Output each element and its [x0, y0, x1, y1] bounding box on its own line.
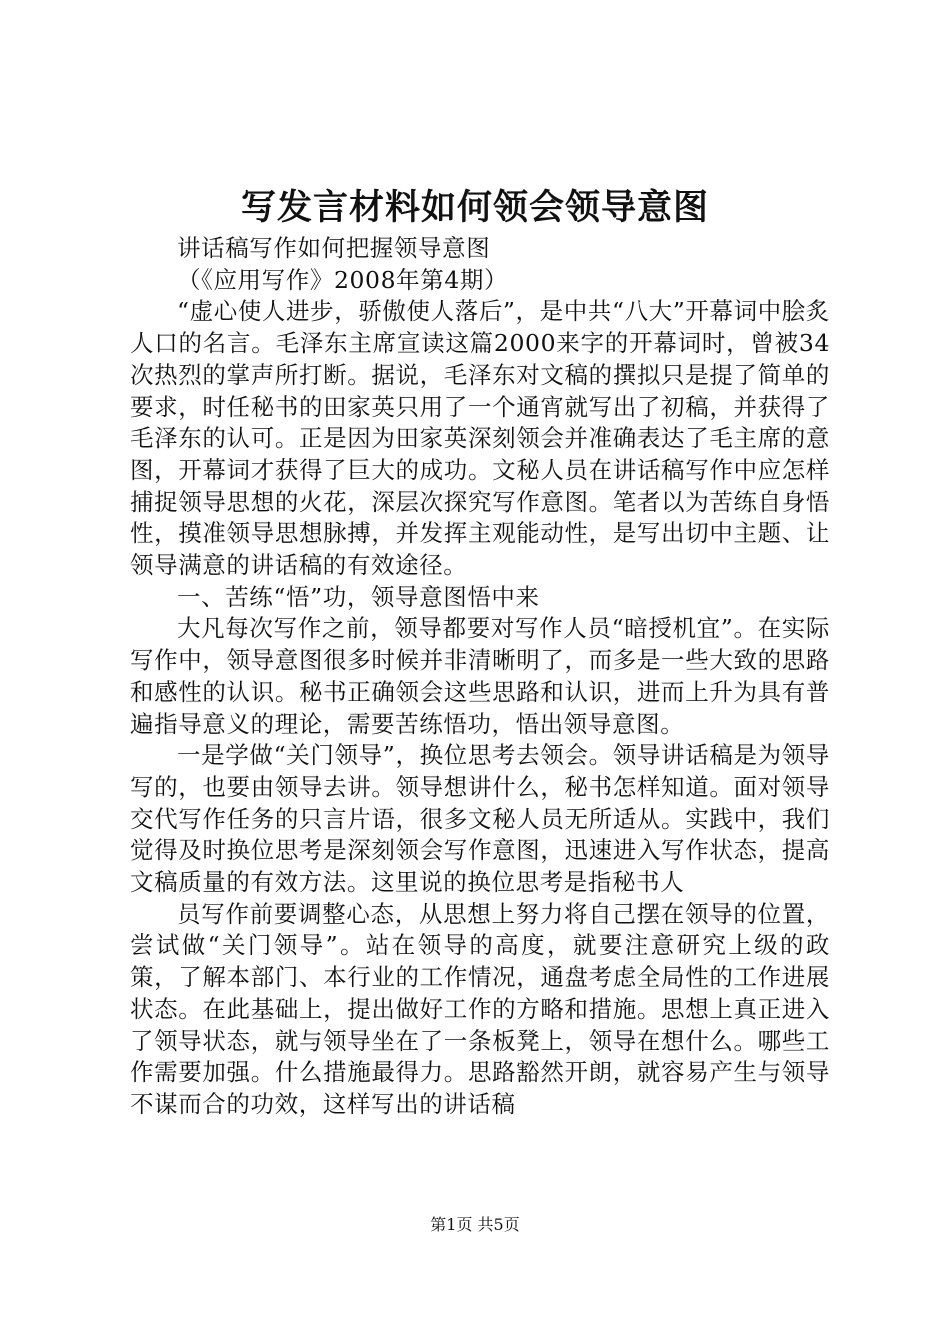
paragraph-source: （《应用写作》2008年第4期） — [177, 265, 509, 294]
document-body — [130, 233, 830, 1121]
paragraph-point-1: 一是学做“关门领导”，换位思考去领会。领导讲话稿是为领导写的，也要由领导去讲。领导想讲什么，秘书怎样知道。面对领导交代写作任务的只言片语，很多文秘人员无所适从。实践中，我们觉得及时换位思考是深刻领会写作意图，迅速进入写作状态，提高文稿质量的有效方法。这里说的换位思考是指秘书人 — [130, 741, 830, 897]
document-title: 写发言材料如何领会领导意图 — [240, 187, 709, 228]
paragraph-intro: “虚心使人进步，骄傲使人落后”，是中共“八大”开幕词中脍炙人口的名言。毛泽东主席宣读这篇2000来字的开幕词时，曾被34次热烈的掌声所打断。据说，毛泽东对文稿的撰拟只是提了简单的要求，时任秘书的田家英只用了一个通宵就写出了初稿，并获得了毛泽东的认可。正是因为田家英深刻领会并准确表达了毛主席的意图，开幕词才获得了巨大的成功。文秘人员在讲话稿写作中应怎样捕捉领导思想的火花，深层次探究写作意图。笔者以为苦练自身悟性，摸准领导思想脉搏，并发挥主观能动性，是写出切中主题、让领导满意的讲话稿的有效途径。 — [130, 297, 830, 580]
paragraph-point-1-continued: 员写作前要调整心态，从思想上努力将自己摆在领导的位置，尝试做“关门领导”。站在领导的高度，就要注意研究上级的政策，了解本部门、本行业的工作情况，通盘考虑全局性的工作进展状态。在此基础上，提出做好工作的方略和措施。思想上真正进入了领导状态，就与领导坐在了一条板凳上，领导在想什么。哪些工作需要加强。什么措施最得力。思路豁然开朗，就容易产生与领导不谋而合的功效，这样写出的讲话稿 — [130, 899, 830, 1118]
section-heading-1: 一、苦练“悟”功，领导意图悟中来 — [177, 582, 540, 611]
paragraph-subtitle: 讲话稿写作如何把握领导意图 — [177, 234, 491, 262]
page-footer: 第1页 共5页 — [430, 1215, 520, 1234]
paragraph-section-1: 大凡每次写作之前，领导都要对写作人员“暗授机宜”。在实际写作中，领导意图很多时候并非清晰明了，而多是一些大致的思路和感性的认识。秘书正确领会这些思路和认识，进而上升为具有普遍指导意义的理论，需要苦练悟功，悟出领导意图。 — [130, 614, 830, 738]
